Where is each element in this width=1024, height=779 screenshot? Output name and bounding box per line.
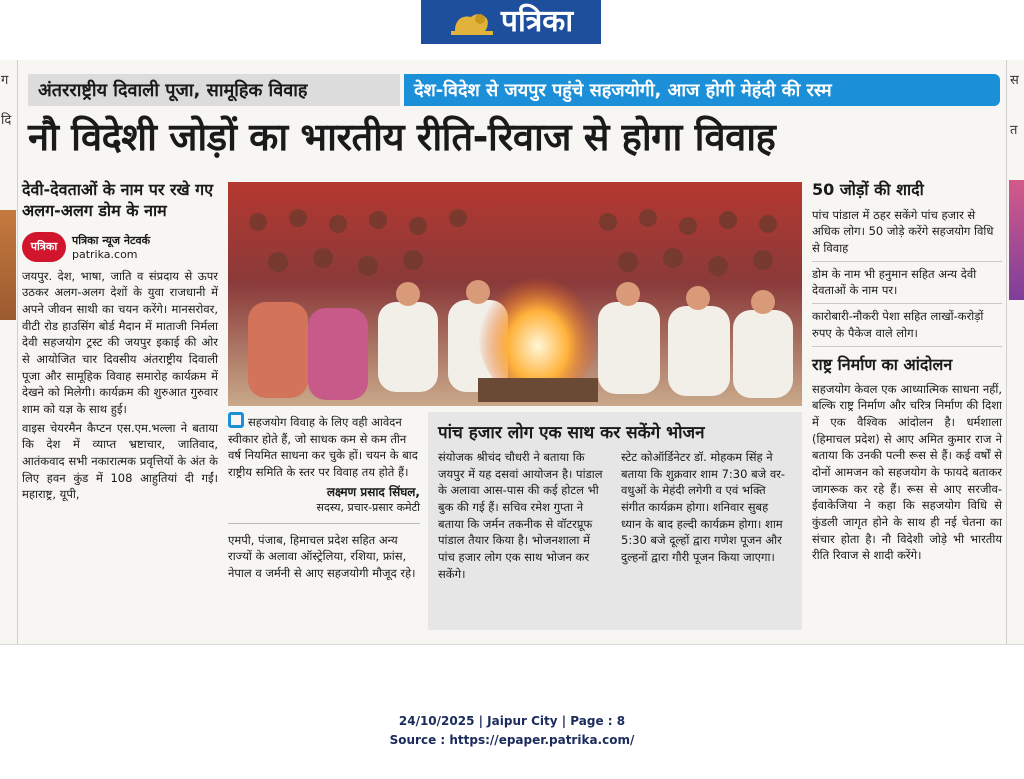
center-box-columns xyxy=(438,449,792,582)
center-box-column: स्टेट कोऑर्डिनेटर डॉ. मोहकम सिंह ने बताया कि शुक्रवार शाम 7:30 बजे वर-वधुओं के मेहंदी लगेगी व एवं भक्ति संगीत कार्यक्रम होगा। शनिवार सुबह ध्यान के बाद हल्दी कार्यक्रम होगा। शाम 5:30 बजे दूल्हों द्वारा गणेश पूजन और दुल्हनों द्वारा गौरी पूजन किया जाएगा। xyxy=(621,450,786,565)
kicker-left: अंतरराष्ट्रीय दिवाली पूजा, सामूहिक विवाह xyxy=(28,74,400,106)
edge-glyph: ग xyxy=(1,73,9,88)
left-subheadline: देवी-देवताओं के नाम पर रखे गए अलग-अलग डोम के नाम xyxy=(22,180,214,220)
adjacent-article-left xyxy=(0,60,18,645)
center-box-title: पांच हजार लोग एक साथ कर सकेंगे भोजन xyxy=(438,423,705,443)
center-info-box xyxy=(428,412,802,630)
edge-glyph: स xyxy=(1010,73,1019,88)
masthead-logo xyxy=(421,0,601,44)
divider xyxy=(228,523,420,524)
patrika-badge: पत्रिका xyxy=(22,232,66,262)
left-body xyxy=(22,268,218,503)
right-list-item: कारोबारी-नौकरी पेशा सहित लाखों-करोड़ों रुपए के पैकेज वाले लोग। xyxy=(812,308,1002,346)
newspaper-clipping xyxy=(0,60,1024,645)
quote-box xyxy=(228,412,420,582)
quote-author: लक्ष्मण प्रसाद सिंघल, xyxy=(326,484,420,499)
right-body: सहजयोग केवल एक आध्यात्मिक साधना नहीं, बल्कि राष्ट्र निर्माण और चरित्र निर्माण की दिशा में एक वैश्विक आंदोलन है। धर्मशाला (हिमाचल प्रदेश) से आए अमित कुमार राज ने बताया कि उनकी पत्नी रूस से हैं। कई वर्षों से दोनों आमजन को सहजयोग के फायदे बताकर जागरूक कर रहे हैं। रूस से आए सरजीव-ईवाकेजिया ने कहा कि सहजयोग विधि से कुंडली जागृत होने के साथ ही नई चेतना का संचार होता है। नौ विदेशी जोड़े भी भारतीय रीति रिवाज से शादी करेंगे। xyxy=(812,381,1002,563)
left-body-paragraph: वाइस चेयरमैन कैप्टन एस.एम.भल्ला ने बताया कि देश में व्याप्त भ्रष्टाचार, जातिवाद, आतंकवाद सभी नकारात्मक प्रवृत्तियों के अंत के लिए हवन कुंड में 108 आहुतियां दी गईं। महाराष्ट्र, यूपी, xyxy=(22,420,218,502)
byline-site: patrika.com xyxy=(72,247,138,261)
adjacent-article-right xyxy=(1006,60,1024,645)
center-box-column: संयोजक श्रीचंद चौधरी ने बताया कि जयपुर में यह दसवां आयोजन है। पांडाल के अलावा आस-पास की कई होटल भी बुक की गई हैं। सचिव रमेश गुप्ता ने बताया कि जर्मन तकनीक से वॉटरप्रूफ पांडाल तैयार किया है। भोजनशाला में पांच हजार लोग एक साथ भोजन कर सकेंगे। xyxy=(438,450,603,581)
quote-tail-text: एमपी, पंजाब, हिमाचल प्रदेश सहित अन्य राज्यों के अलावा ऑस्ट्रेलिया, रशिया, फ्रांस, नेपाल व जर्मनी से आए सहजयोगी मौजूद रहे। xyxy=(228,532,416,581)
edge-glyph: त xyxy=(1010,123,1018,138)
headline: नौ विदेशी जोड़ों का भारतीय रीति-रिवाज से होगा विवाह xyxy=(28,115,776,159)
footer-date-line: 24/10/2025 | Jaipur City | Page : 8 xyxy=(398,714,626,728)
right-list-item: पांच पांडाल में ठहर सकेंगे पांच हजार से अधिक लोग। 50 जोड़े करेंगे सहजयोग विधि से विवाह xyxy=(812,207,1002,262)
source-footer xyxy=(0,712,1024,750)
left-body-paragraph: जयपुर. देश, भाषा, जाति व संप्रदाय से ऊपर उठकर अलग-अलग देशों के युवा राजधानी में अपने जीवन साथी का चयन करेंगे। मानसरोवर, वीटी रोड हाउसिंग बोर्ड मैदान में माताजी निर्मला देवी सहजयोग ट्रस्ट की जयपुर इकाई की ओर से आयोजित चार दिवसीय अंतराष्ट्रीय दिवाली पूजा और सामूहिक विवाह समारोह कार्यक्रम में देखने को मिलेगी। कार्यक्रम की शुरुआत गुरुवार शाम को यज्ञ के साथ हुई। xyxy=(22,268,218,416)
left-column xyxy=(22,180,218,505)
quote-icon xyxy=(228,412,244,428)
byline xyxy=(22,232,218,262)
edge-glyph: दि xyxy=(1,113,12,128)
kicker-right: देश-विदेश से जयपुर पहुंचे सहजयोगी, आज होगी मेहंदी की रस्म xyxy=(404,74,1000,106)
adjacent-photo-right xyxy=(1009,180,1024,300)
quote-text: सहजयोग विवाह के लिए वही आवेदन स्वीकार होते हैं, जो साधक कम से कम तीन वर्ष नियमित साधना कर चुके हों। चयन के बाद राष्ट्रीय समिति के स्तर पर विवाह तय होते हैं। xyxy=(228,412,420,481)
adjacent-photo-left xyxy=(0,210,16,320)
quote-role: सदस्य, प्रचार-प्रसार कमेटी xyxy=(316,500,420,514)
footer-source-link[interactable]: Source : https://epaper.patrika.com/ xyxy=(389,733,635,748)
havan-ceremony-photo xyxy=(228,182,802,406)
right-subheadline: राष्ट्र निर्माण का आंदोलन xyxy=(812,354,953,374)
right-column xyxy=(812,180,1002,564)
byline-name: पत्रिका न्यूज नेटवर्क xyxy=(72,233,151,247)
masthead-brand: पत्रिका xyxy=(500,4,574,39)
right-subheadline: 50 जोड़ों की शादी xyxy=(812,180,924,199)
right-list-item: डोम के नाम भी हनुमान सहित अन्य देवी देवताओं के नाम पर। xyxy=(812,266,1002,304)
lion-icon xyxy=(449,7,495,37)
